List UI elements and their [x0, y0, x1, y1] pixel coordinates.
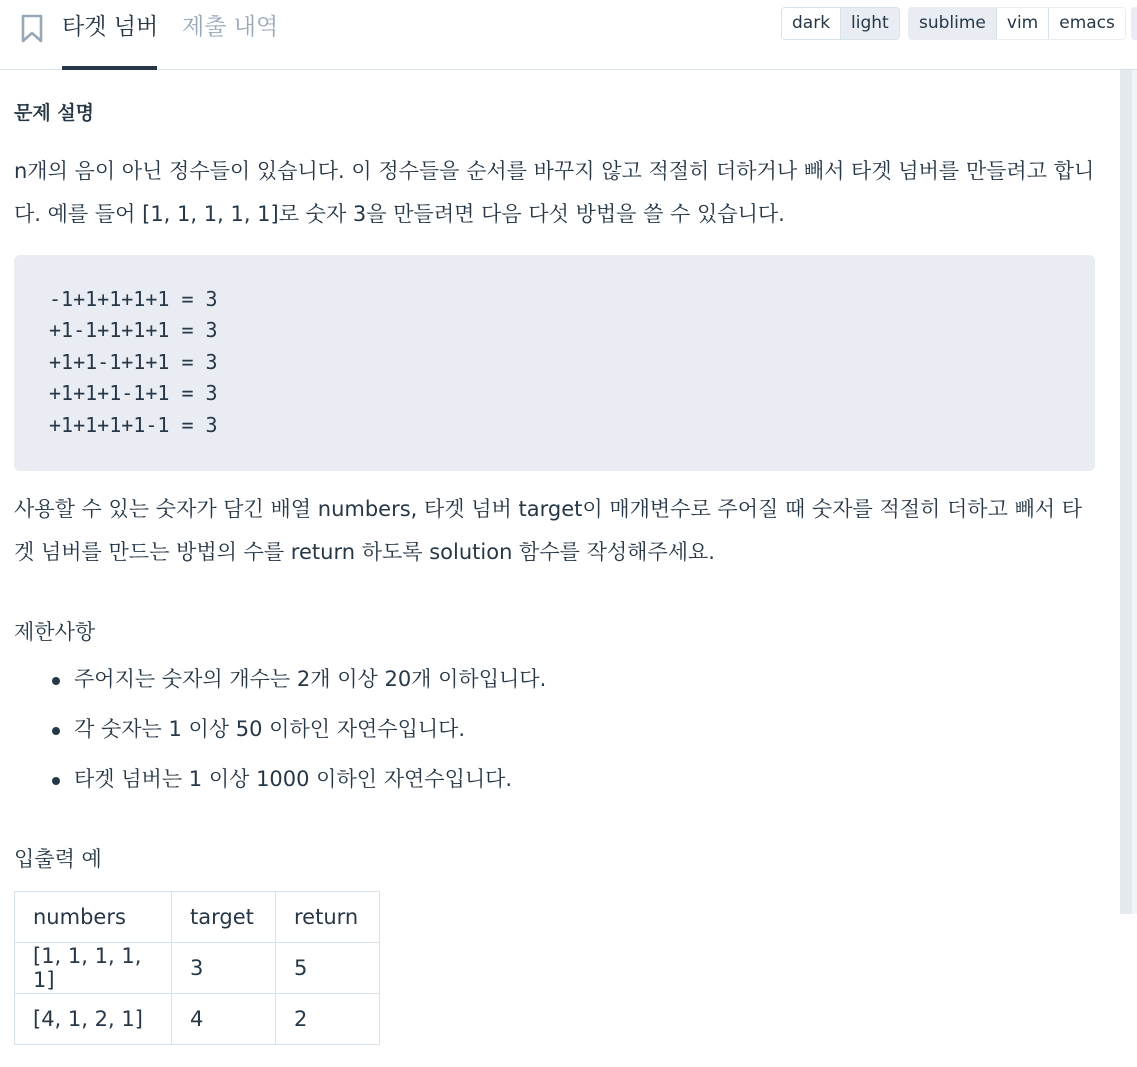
column-header: return	[276, 892, 380, 943]
keymap-vim-button[interactable]: vim	[997, 8, 1049, 39]
scrollbar-thumb[interactable]	[1120, 70, 1132, 914]
table-row	[15, 943, 380, 994]
keymap-sublime-button[interactable]: sublime	[909, 8, 997, 39]
active-tab-indicator	[62, 66, 157, 70]
column-header: numbers	[15, 892, 172, 943]
constraint-text: 각 숫자는 1 이상 50 이하인 자연수입니다.	[74, 717, 466, 741]
table-cell: 2	[276, 994, 380, 1045]
tab-problem[interactable]: 타겟 넘버	[62, 14, 159, 40]
code-line: -1+1+1+1+1 = 3	[49, 287, 218, 311]
theme-toggle-group	[781, 7, 900, 40]
constraints-list	[14, 666, 546, 816]
code-line: +1+1-1+1+1 = 3	[49, 350, 218, 374]
table-cell: 5	[276, 943, 380, 994]
table-cell: [4, 1, 2, 1]	[15, 994, 172, 1045]
theme-light-button[interactable]: light	[841, 8, 899, 39]
theme-dark-button[interactable]: dark	[782, 8, 841, 39]
keymap-toggle-group	[908, 7, 1126, 40]
io-example-table	[14, 891, 380, 1045]
constraint-text: 타겟 넘버는 1 이상 1000 이하인 자연수입니다.	[74, 767, 513, 791]
problem-paragraph-2: 사용할 수 있는 숫자가 담긴 배열 numbers, 타겟 넘버 target이 매개변수로 주어질 때 숫자를 적절히 더하고 빼서 타겟 넘버를 만드는 방법의 수를 return 하도록 solution 함수를 작성해주세요.	[14, 497, 1083, 564]
constraint-text: 주어지는 숫자의 개수는 2개 이상 20개 이하입니다.	[74, 667, 547, 691]
cut-off-button[interactable]	[1131, 7, 1137, 40]
code-line: +1+1+1-1+1 = 3	[49, 381, 218, 405]
bullet-icon	[52, 677, 60, 685]
table-cell: 3	[172, 943, 276, 994]
table-cell: 4	[172, 994, 276, 1045]
list-item	[14, 716, 546, 743]
code-line: +1+1+1+1-1 = 3	[49, 413, 218, 437]
bookmark-icon[interactable]	[20, 14, 44, 44]
tab-submissions[interactable]: 제출 내역	[182, 14, 279, 40]
list-item	[14, 666, 546, 693]
keymap-emacs-button[interactable]: emacs	[1049, 8, 1125, 39]
io-example-heading: 입출력 예	[14, 847, 102, 871]
problem-paragraph-1: n개의 음이 아닌 정수들이 있습니다. 이 정수들을 순서를 바꾸지 않고 적절히 더하거나 빼서 타겟 넘버를 만들려고 합니다. 예를 들어 [1, 1, 1, 1, 1]로 숫자 3을 만들려면 다음 다섯 방법을 쓸 수 있습니다.	[14, 159, 1095, 226]
bullet-icon	[52, 777, 60, 785]
table-header-row	[15, 892, 380, 943]
column-header: target	[172, 892, 276, 943]
bullet-icon	[52, 727, 60, 735]
code-line: +1-1+1+1+1 = 3	[49, 318, 218, 342]
table-cell: [1, 1, 1, 1, 1]	[15, 943, 172, 994]
top-header	[0, 0, 1137, 70]
constraints-heading: 제한사항	[14, 620, 96, 644]
list-item	[14, 766, 546, 793]
code-example-block	[14, 255, 1095, 471]
section-title: 문제 설명	[14, 102, 95, 124]
table-row	[15, 994, 380, 1045]
